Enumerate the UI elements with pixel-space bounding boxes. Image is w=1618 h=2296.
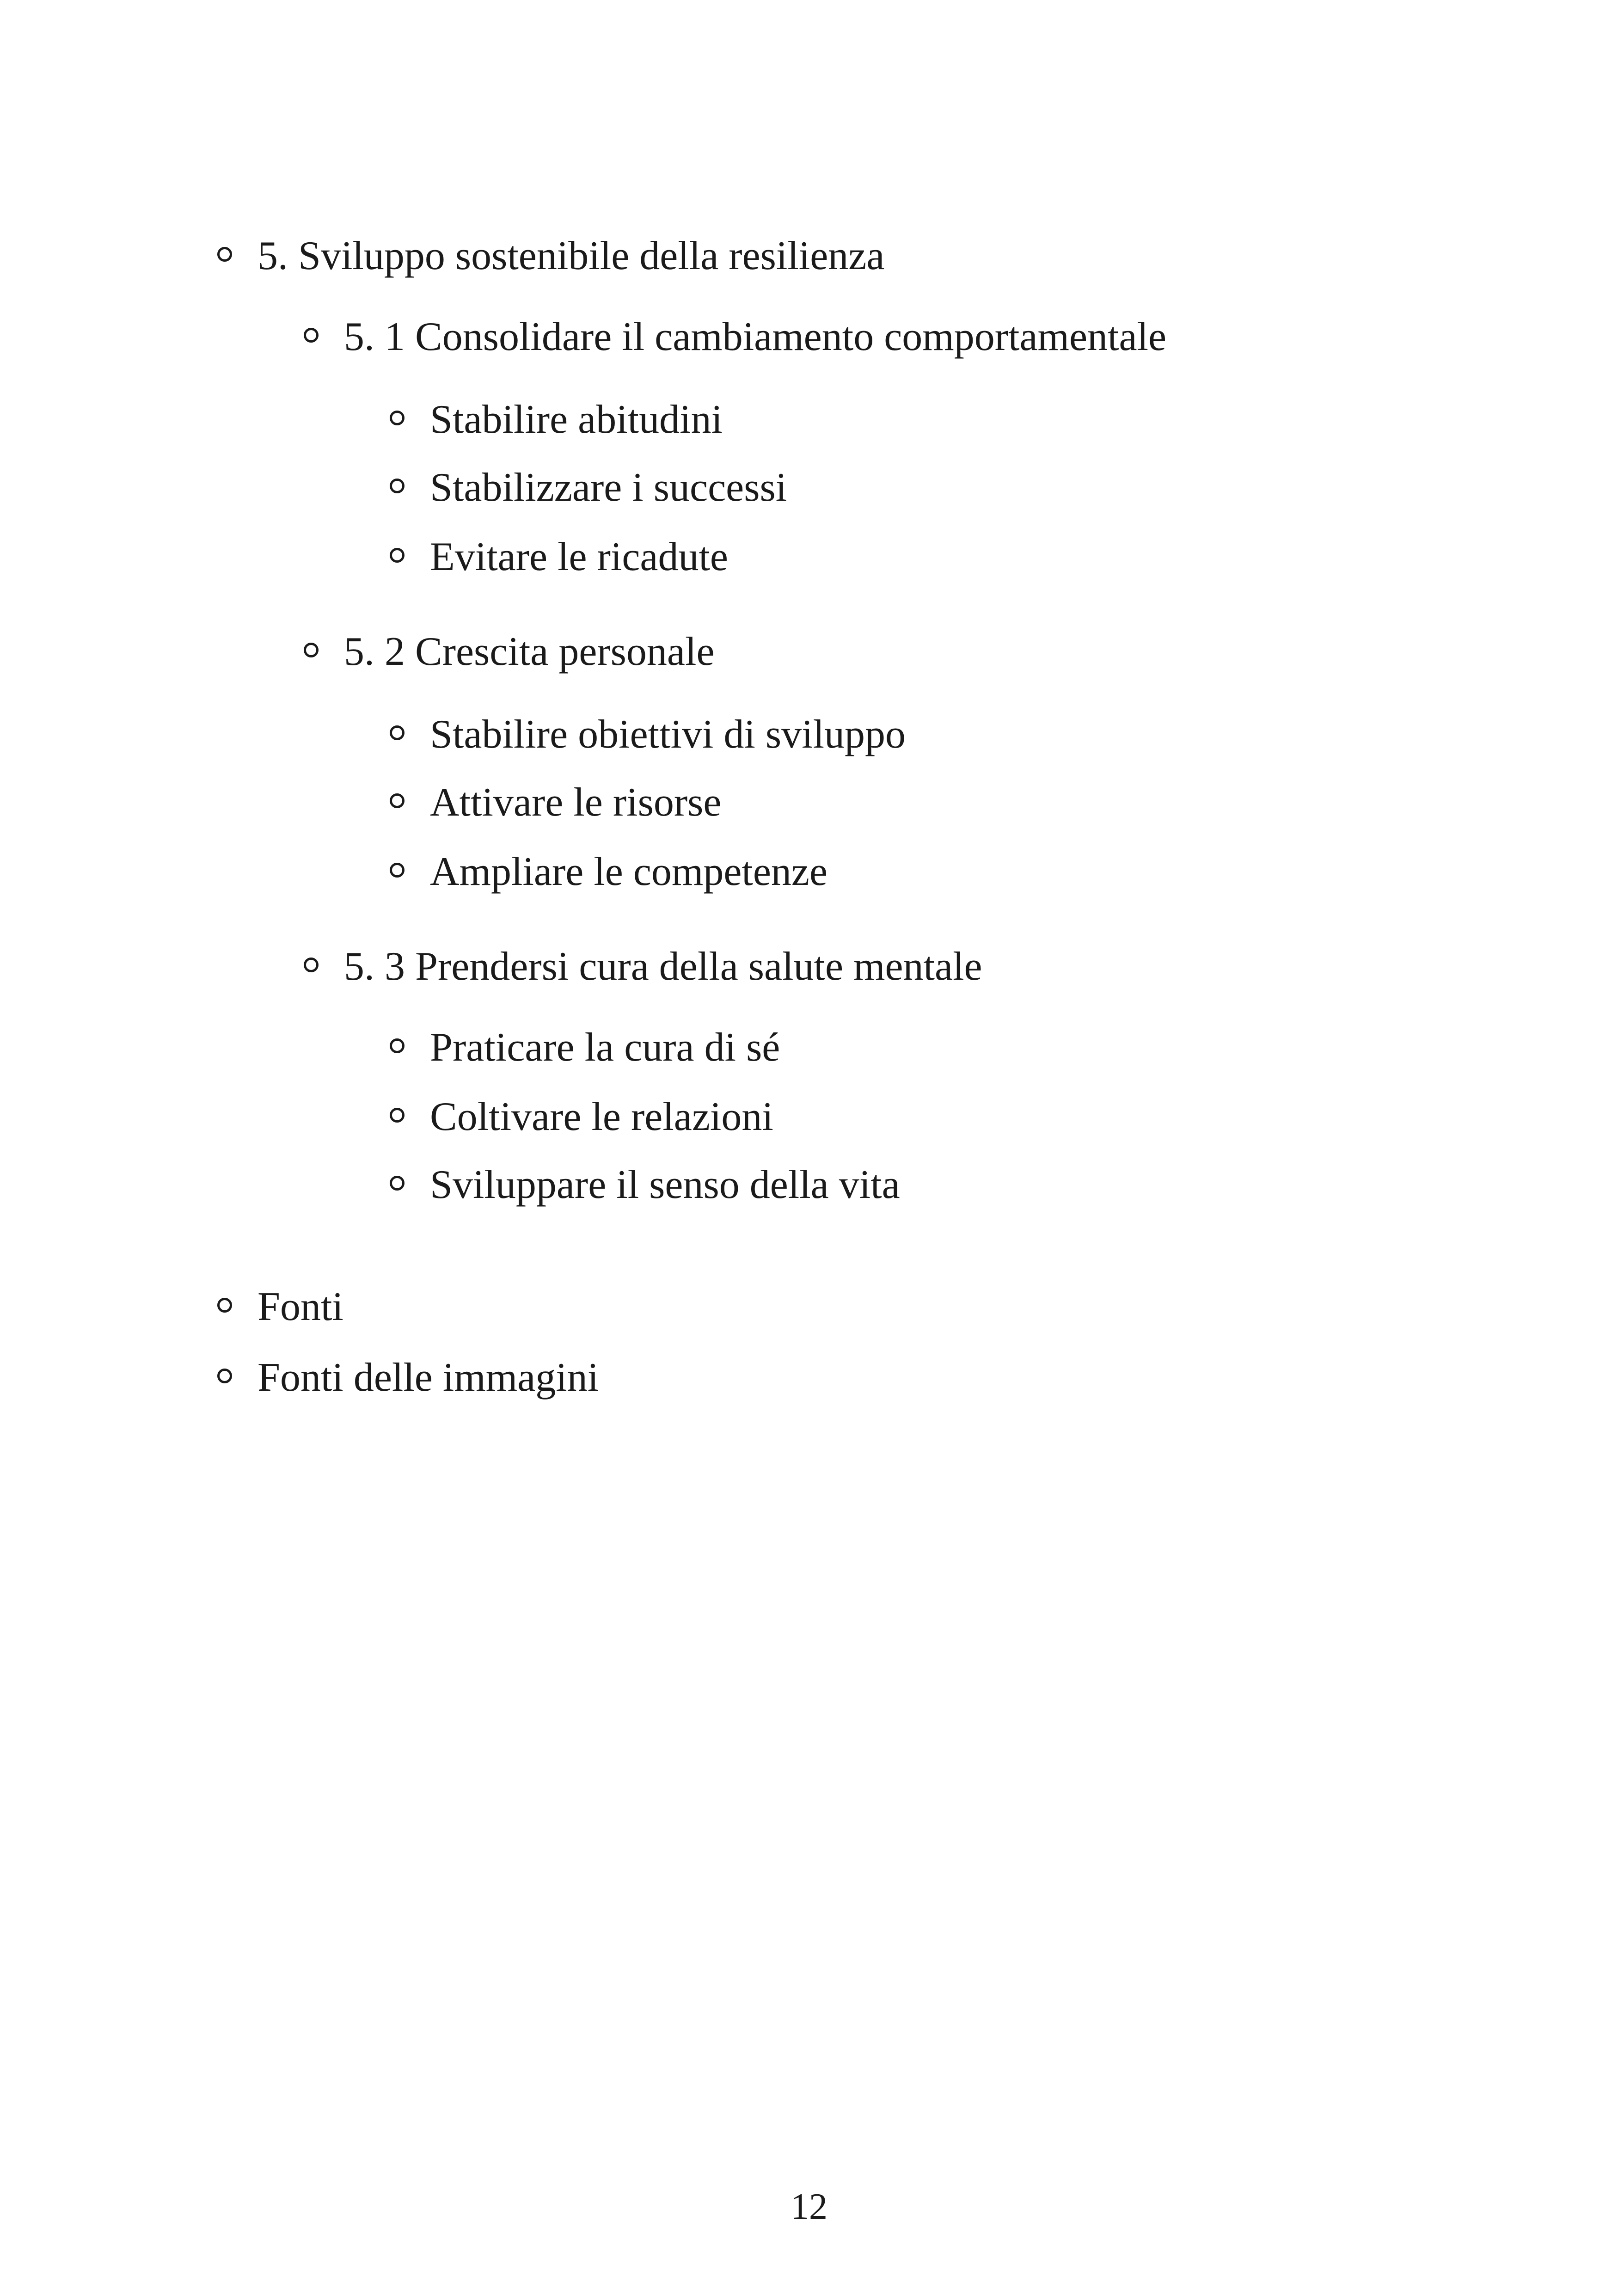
outline-item-fonti-immagini	[217, 1355, 599, 1400]
outline-item-label: 5. 1 Consolidare il cambiamento comportamentale	[344, 314, 1167, 359]
outline-subitem-label: Coltivare le relazioni	[430, 1094, 773, 1139]
outline-subitem-label: Sviluppare il senso della vita	[430, 1162, 900, 1207]
outline-subitem	[390, 1025, 780, 1070]
circle-bullet-icon	[390, 548, 404, 563]
outline-subitem	[390, 712, 906, 757]
circle-bullet-icon	[304, 643, 319, 657]
outline-subitem-label: Evitare le ricadute	[430, 534, 728, 579]
outline-subitem	[390, 465, 787, 510]
outline-subitem	[390, 397, 723, 442]
page-number: 12	[791, 2186, 827, 2227]
circle-bullet-icon	[304, 328, 319, 343]
outline-item-section-5-2	[304, 629, 715, 674]
outline-subitem-label: Attivare le risorse	[430, 780, 722, 825]
outline-subitem-label: Ampliare le competenze	[430, 849, 828, 894]
outline-item-label: Fonti delle immagini	[257, 1355, 599, 1400]
outline-subitem	[390, 1094, 773, 1139]
outline-item-label: Fonti	[257, 1284, 343, 1329]
circle-bullet-icon	[390, 725, 404, 740]
circle-bullet-icon	[304, 958, 319, 972]
outline-item-section-5-3	[304, 944, 982, 989]
outline-subitem	[390, 534, 728, 579]
outline-subitem	[390, 1162, 900, 1207]
circle-bullet-icon	[390, 1108, 404, 1123]
outline-subitem-label: Stabilire obiettivi di sviluppo	[430, 712, 906, 757]
circle-bullet-icon	[390, 793, 404, 808]
circle-bullet-icon	[390, 411, 404, 425]
circle-bullet-icon	[217, 1298, 232, 1313]
outline-item-section-5	[217, 233, 885, 278]
outline-subitem-label: Praticare la cura di sé	[430, 1025, 780, 1070]
outline-subitem-label: Stabilizzare i successi	[430, 465, 787, 510]
circle-bullet-icon	[390, 479, 404, 493]
outline-subitem	[390, 849, 828, 894]
outline-item-label: 5. 2 Crescita personale	[344, 629, 715, 674]
outline-item-label: 5. 3 Prendersi cura della salute mentale	[344, 944, 982, 989]
circle-bullet-icon	[217, 1369, 232, 1383]
circle-bullet-icon	[217, 247, 232, 262]
circle-bullet-icon	[390, 1176, 404, 1191]
outline-item-label: 5. Sviluppo sostenibile della resilienza	[257, 233, 885, 278]
circle-bullet-icon	[390, 1038, 404, 1053]
outline-subitem	[390, 780, 722, 825]
outline-item-section-5-1	[304, 314, 1167, 359]
circle-bullet-icon	[390, 863, 404, 878]
outline-item-fonti	[217, 1284, 343, 1329]
outline-subitem-label: Stabilire abitudini	[430, 397, 723, 442]
